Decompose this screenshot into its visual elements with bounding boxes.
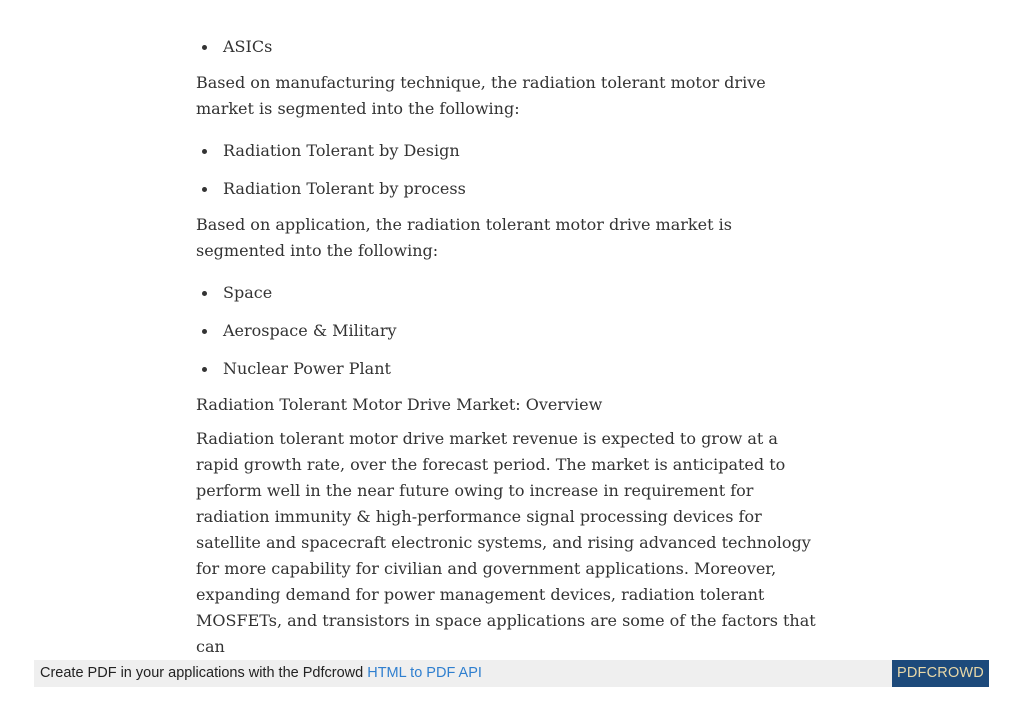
pdfcrowd-logo[interactable]: PDFCROWD [892,660,989,687]
list-item: ASICs [196,32,816,62]
paragraph-manufacturing: Based on manufacturing technique, the radiation tolerant motor drive market is segmented into the following: [196,73,766,118]
pdfcrowd-footer-bar [34,660,989,687]
bullet-list-top [196,32,816,62]
html-to-pdf-api-link[interactable]: HTML to PDF API [367,665,482,681]
overview-paragraph: Radiation tolerant motor drive market revenue is expected to grow at a rapid growth rate, over the forecast period. The market is anticipated to perform well in the near future owing to increase in requirement for radiation immunity & high-performance signal processing devices for satellite and spacecraft electronic systems, and rising advanced technology for more capability for civilian and government applications. Moreover, expanding demand for power management devices, radiation tolerant MOSFETs, and transistors in space applications are some of the factors that can [196,429,816,656]
list-item: Radiation Tolerant by Design [196,136,816,166]
list-item: Space [196,278,816,308]
bullet-list-manufacturing [196,136,816,204]
overview-heading: Radiation Tolerant Motor Drive Market: Overview [196,395,603,414]
list-item: Nuclear Power Plant [196,354,816,384]
footer-text [40,660,482,687]
list-item: Aerospace & Military [196,316,816,346]
bullet-list-application [196,278,816,384]
document-body [196,32,816,674]
list-item: Radiation Tolerant by process [196,174,816,204]
paragraph-application: Based on application, the radiation tolerant motor drive market is segmented into the following: [196,215,732,260]
footer-message: Create PDF in your applications with the Pdfcrowd [40,665,368,681]
